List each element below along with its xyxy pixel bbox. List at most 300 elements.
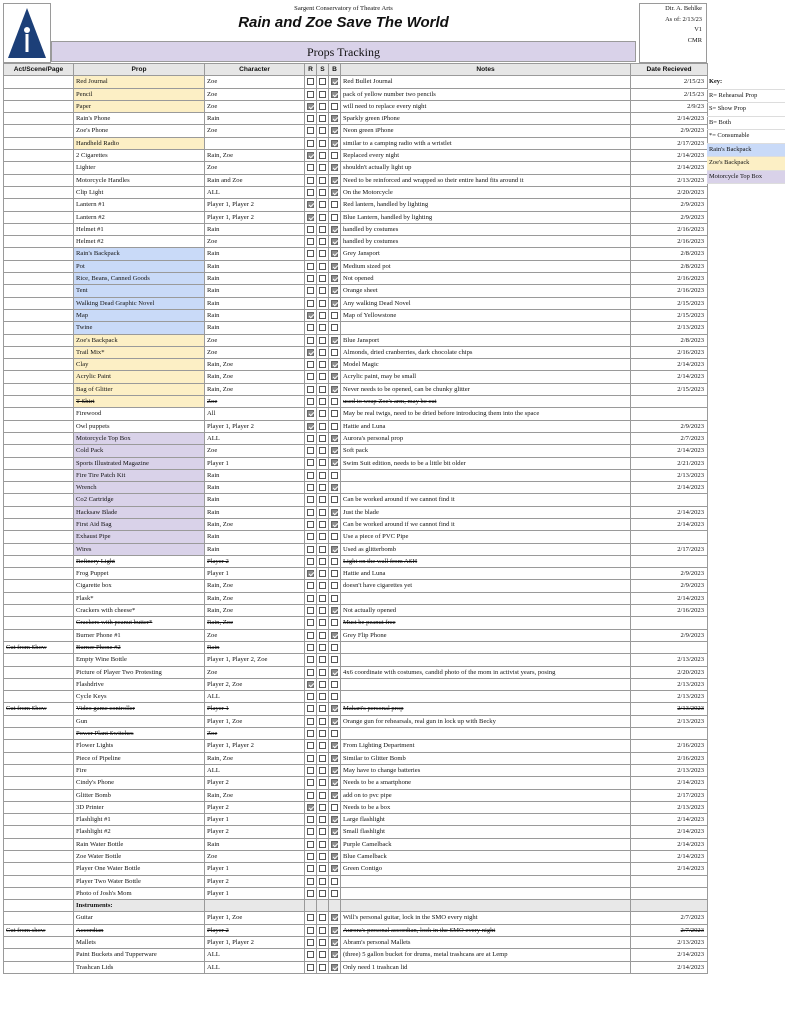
prop-cell: Map (74, 309, 205, 321)
checkbox-cell-s (317, 518, 329, 530)
checkbox-r[interactable] (307, 656, 314, 663)
checkbox-cell-s (317, 186, 329, 198)
checkbox-r[interactable] (307, 853, 314, 860)
checkbox-s[interactable] (319, 841, 326, 848)
checkbox-s[interactable] (319, 238, 326, 245)
checkbox-r[interactable] (307, 337, 314, 344)
checkbox-s[interactable] (319, 472, 326, 479)
checkbox-r[interactable] (307, 718, 314, 725)
checkbox-s[interactable] (319, 78, 326, 85)
date-cell: 2/16/2023 (631, 740, 708, 752)
checkbox-s[interactable] (319, 140, 326, 147)
notes-cell (341, 469, 631, 481)
checkbox-r[interactable] (307, 177, 314, 184)
checkbox-s[interactable] (319, 878, 326, 885)
table-row (4, 543, 708, 555)
checkbox-r[interactable] (307, 275, 314, 282)
checkbox-r[interactable] (307, 140, 314, 147)
checkbox-b[interactable] (331, 779, 338, 786)
checkbox-b[interactable] (331, 398, 338, 405)
checkbox-r[interactable] (307, 705, 314, 712)
checkbox-r[interactable] (307, 693, 314, 700)
checkbox-s[interactable] (319, 705, 326, 712)
checkbox-b[interactable] (331, 582, 338, 589)
checkbox-b[interactable] (331, 324, 338, 331)
checkbox-s[interactable] (319, 681, 326, 688)
checkbox-b[interactable] (331, 78, 338, 85)
prop-cell: Exhaust Pipe (74, 531, 205, 543)
checkbox-b[interactable] (331, 558, 338, 565)
checkbox-r[interactable] (307, 91, 314, 98)
act-cell (4, 961, 74, 973)
checkbox-s[interactable] (319, 570, 326, 577)
checkbox-b[interactable] (331, 804, 338, 811)
checkbox-b[interactable] (331, 964, 338, 971)
checkbox-r[interactable] (307, 546, 314, 553)
checkbox-b[interactable] (331, 435, 338, 442)
checkbox-cell-s (317, 937, 329, 949)
date-cell: 2/15/23 (631, 88, 708, 100)
checkbox-cell-s (317, 789, 329, 801)
checkbox-s[interactable] (319, 324, 326, 331)
checkbox-r[interactable] (307, 312, 314, 319)
checkbox-r[interactable] (307, 189, 314, 196)
checkbox-r[interactable] (307, 570, 314, 577)
act-cell (4, 186, 74, 198)
checkbox-b[interactable] (331, 472, 338, 479)
checkbox-s[interactable] (319, 779, 326, 786)
checkbox-s[interactable] (319, 767, 326, 774)
checkbox-r[interactable] (307, 459, 314, 466)
checkbox-b[interactable] (331, 115, 338, 122)
checkbox-cell-b (329, 875, 341, 887)
checkbox-r[interactable] (307, 914, 314, 921)
checkbox-b[interactable] (331, 275, 338, 282)
checkbox-b[interactable] (331, 226, 338, 233)
checkbox-r[interactable] (307, 669, 314, 676)
checkbox-b[interactable] (331, 533, 338, 540)
checkbox-r[interactable] (307, 324, 314, 331)
checkbox-r[interactable] (307, 681, 314, 688)
checkbox-cell-s (317, 150, 329, 162)
checkbox-cell-s (317, 728, 329, 740)
checkbox-s[interactable] (319, 275, 326, 282)
checkbox-s[interactable] (319, 546, 326, 553)
checkbox-b[interactable] (331, 841, 338, 848)
checkbox-s[interactable] (319, 521, 326, 528)
checkbox-b[interactable] (331, 312, 338, 319)
checkbox-cell-r (305, 408, 317, 420)
checkbox-r[interactable] (307, 300, 314, 307)
table-row (4, 174, 708, 186)
checkbox-b[interactable] (331, 816, 338, 823)
checkbox-r[interactable] (307, 164, 314, 171)
checkbox-b[interactable] (331, 349, 338, 356)
checkbox-s[interactable] (319, 964, 326, 971)
checkbox-r[interactable] (307, 951, 314, 958)
checkbox-r[interactable] (307, 238, 314, 245)
checkbox-r[interactable] (307, 804, 314, 811)
checkbox-cell-b (329, 703, 341, 715)
date-cell: 2/14/2023 (631, 949, 708, 961)
table-row (4, 887, 708, 899)
character-cell: Zoe (205, 445, 305, 457)
prop-cell: Trail Mix* (74, 346, 205, 358)
checkbox-r[interactable] (307, 792, 314, 799)
checkbox-b[interactable] (331, 546, 338, 553)
checkbox-b[interactable] (331, 214, 338, 221)
checkbox-b[interactable] (331, 189, 338, 196)
checkbox-b[interactable] (331, 644, 338, 651)
checkbox-b[interactable] (331, 595, 338, 602)
checkbox-r[interactable] (307, 423, 314, 430)
checkbox-s[interactable] (319, 914, 326, 921)
checkbox-s[interactable] (319, 533, 326, 540)
act-cell (4, 654, 74, 666)
checkbox-b[interactable] (331, 91, 338, 98)
checkbox-b[interactable] (331, 177, 338, 184)
prop-cell: Accordian (74, 924, 205, 936)
checkbox-s[interactable] (319, 312, 326, 319)
checkbox-s[interactable] (319, 214, 326, 221)
checkbox-s[interactable] (319, 164, 326, 171)
checkbox-b[interactable] (331, 853, 338, 860)
checkbox-b[interactable] (331, 423, 338, 430)
checkbox-r[interactable] (307, 644, 314, 651)
checkbox-b[interactable] (331, 619, 338, 626)
act-cell (4, 236, 74, 248)
checkbox-b[interactable] (331, 263, 338, 270)
checkbox-s[interactable] (319, 951, 326, 958)
notes-cell (341, 482, 631, 494)
checkbox-b[interactable] (331, 337, 338, 344)
act-cell (4, 506, 74, 518)
checkbox-s[interactable] (319, 300, 326, 307)
checkbox-cell-b (329, 937, 341, 949)
checkbox-cell-b (329, 924, 341, 936)
checkbox-r[interactable] (307, 607, 314, 614)
checkbox-s[interactable] (319, 730, 326, 737)
checkbox-s[interactable] (319, 632, 326, 639)
checkbox-b[interactable] (331, 656, 338, 663)
checkbox-r[interactable] (307, 398, 314, 405)
checkbox-b[interactable] (331, 878, 338, 885)
checkbox-b[interactable] (331, 386, 338, 393)
checkbox-cell-r (305, 211, 317, 223)
checkbox-cell-b (329, 174, 341, 186)
checkbox-r[interactable] (307, 226, 314, 233)
checkbox-r[interactable] (307, 964, 314, 971)
checkbox-cell-b (329, 408, 341, 420)
checkbox-b[interactable] (331, 300, 338, 307)
character-cell: Player 1, Player 2 (205, 937, 305, 949)
checkbox-r[interactable] (307, 447, 314, 454)
table-row (4, 826, 708, 838)
checkbox-b[interactable] (331, 509, 338, 516)
checkbox-s[interactable] (319, 189, 326, 196)
checkbox-r[interactable] (307, 472, 314, 479)
checkbox-s[interactable] (319, 742, 326, 749)
checkbox-b[interactable] (331, 681, 338, 688)
checkbox-s[interactable] (319, 250, 326, 257)
checkbox-b[interactable] (331, 447, 338, 454)
checkbox-s[interactable] (319, 656, 326, 663)
checkbox-s[interactable] (319, 410, 326, 417)
checkbox-s[interactable] (319, 582, 326, 589)
date-cell: 2/20/2023 (631, 186, 708, 198)
act-cell (4, 445, 74, 457)
character-cell: All (205, 408, 305, 420)
checkbox-b[interactable] (331, 705, 338, 712)
act-cell (4, 322, 74, 334)
checkbox-s[interactable] (319, 669, 326, 676)
checkbox-s[interactable] (319, 607, 326, 614)
checkbox-b[interactable] (331, 152, 338, 159)
notes-cell: Used as glitterbomb (341, 543, 631, 555)
checkbox-s[interactable] (319, 435, 326, 442)
checkbox-s[interactable] (319, 349, 326, 356)
checkbox-r[interactable] (307, 127, 314, 134)
checkbox-s[interactable] (319, 816, 326, 823)
checkbox-r[interactable] (307, 755, 314, 762)
checkbox-b[interactable] (331, 632, 338, 639)
checkbox-s[interactable] (319, 619, 326, 626)
checkbox-b[interactable] (331, 373, 338, 380)
checkbox-b[interactable] (331, 939, 338, 946)
checkbox-cell-r (305, 137, 317, 149)
checkbox-cell-b (329, 506, 341, 518)
checkbox-r[interactable] (307, 890, 314, 897)
checkbox-b[interactable] (331, 410, 338, 417)
checkbox-b[interactable] (331, 521, 338, 528)
checkbox-r[interactable] (307, 152, 314, 159)
checkbox-b[interactable] (331, 201, 338, 208)
act-cell (4, 223, 74, 235)
checkbox-s[interactable] (319, 447, 326, 454)
checkbox-r[interactable] (307, 816, 314, 823)
checkbox-b[interactable] (331, 459, 338, 466)
table-row (4, 752, 708, 764)
checkbox-s[interactable] (319, 595, 326, 602)
checkbox-b[interactable] (331, 755, 338, 762)
checkbox-s[interactable] (319, 693, 326, 700)
checkbox-r[interactable] (307, 865, 314, 872)
checkbox-b[interactable] (331, 718, 338, 725)
checkbox-b[interactable] (331, 570, 338, 577)
character-cell: Player 1 (205, 568, 305, 580)
character-cell: Rain (205, 285, 305, 297)
checkbox-cell-b (329, 494, 341, 506)
checkbox-s[interactable] (319, 115, 326, 122)
character-cell: Player 2 (205, 555, 305, 567)
checkbox-s[interactable] (319, 263, 326, 270)
checkbox-s[interactable] (319, 828, 326, 835)
checkbox-b[interactable] (331, 607, 338, 614)
checkbox-r[interactable] (307, 287, 314, 294)
table-row (4, 162, 708, 174)
checkbox-r[interactable] (307, 619, 314, 626)
checkbox-cell-b (329, 248, 341, 260)
checkbox-r[interactable] (307, 115, 314, 122)
checkbox-r[interactable] (307, 828, 314, 835)
checkbox-r[interactable] (307, 103, 314, 110)
checkbox-s[interactable] (319, 398, 326, 405)
act-cell (4, 457, 74, 469)
checkbox-s[interactable] (319, 853, 326, 860)
checkbox-r[interactable] (307, 558, 314, 565)
table-row (4, 715, 708, 727)
checkbox-s[interactable] (319, 890, 326, 897)
prop-cell: Instruments: (74, 900, 205, 912)
checkbox-s[interactable] (319, 287, 326, 294)
date-cell: 2/9/2023 (631, 568, 708, 580)
checkbox-s[interactable] (319, 386, 326, 393)
checkbox-s[interactable] (319, 226, 326, 233)
checkbox-cell-r (305, 371, 317, 383)
notes-cell: May be real twigs, need to be dried before introducing them into the space (341, 408, 631, 420)
checkbox-b[interactable] (331, 890, 338, 897)
checkbox-b[interactable] (331, 361, 338, 368)
checkbox-b[interactable] (331, 103, 338, 110)
checkbox-s[interactable] (319, 644, 326, 651)
checkbox-b[interactable] (331, 730, 338, 737)
checkbox-r[interactable] (307, 484, 314, 491)
key-item-rains-backpack: Rain's Backpack (707, 144, 785, 158)
checkbox-r[interactable] (307, 841, 314, 848)
checkbox-r[interactable] (307, 78, 314, 85)
checkbox-s[interactable] (319, 103, 326, 110)
checkbox-b[interactable] (331, 792, 338, 799)
key-item: S= Show Prop (707, 103, 785, 117)
checkbox-cell-r (305, 100, 317, 112)
character-cell: Zoe (205, 666, 305, 678)
checkbox-r[interactable] (307, 373, 314, 380)
notes-cell (341, 641, 631, 653)
table-body (4, 76, 708, 974)
checkbox-r[interactable] (307, 496, 314, 503)
checkbox-s[interactable] (319, 361, 326, 368)
checkbox-cell-s (317, 371, 329, 383)
checkbox-s[interactable] (319, 459, 326, 466)
checkbox-r[interactable] (307, 878, 314, 885)
checkbox-s[interactable] (319, 91, 326, 98)
checkbox-s[interactable] (319, 373, 326, 380)
checkbox-s[interactable] (319, 152, 326, 159)
checkbox-b[interactable] (331, 164, 338, 171)
checkbox-s[interactable] (319, 423, 326, 430)
checkbox-s[interactable] (319, 177, 326, 184)
checkbox-b[interactable] (331, 828, 338, 835)
checkbox-cell-r (305, 789, 317, 801)
checkbox-s[interactable] (319, 484, 326, 491)
checkbox-r[interactable] (307, 509, 314, 516)
act-cell (4, 174, 74, 186)
date-cell: 2/14/2023 (631, 445, 708, 457)
checkbox-s[interactable] (319, 718, 326, 725)
checkbox-s[interactable] (319, 201, 326, 208)
checkbox-s[interactable] (319, 927, 326, 934)
checkbox-s[interactable] (319, 509, 326, 516)
checkbox-b[interactable] (331, 238, 338, 245)
checkbox-s[interactable] (319, 865, 326, 872)
checkbox-b[interactable] (331, 927, 338, 934)
table-row (4, 260, 708, 272)
checkbox-r[interactable] (307, 730, 314, 737)
checkbox-r[interactable] (307, 435, 314, 442)
checkbox-s[interactable] (319, 792, 326, 799)
checkbox-cell-b (329, 617, 341, 629)
checkbox-s[interactable] (319, 804, 326, 811)
checkbox-r[interactable] (307, 250, 314, 257)
checkbox-cell-b (329, 949, 341, 961)
checkbox-s[interactable] (319, 939, 326, 946)
character-cell: Rain (205, 223, 305, 235)
act-cell (4, 851, 74, 863)
date-cell: 2/13/2023 (631, 322, 708, 334)
checkbox-cell-b (329, 186, 341, 198)
prop-cell: Gun (74, 715, 205, 727)
checkbox-r[interactable] (307, 349, 314, 356)
checkbox-r[interactable] (307, 582, 314, 589)
checkbox-b[interactable] (331, 914, 338, 921)
checkbox-s[interactable] (319, 755, 326, 762)
checkbox-cell-r (305, 924, 317, 936)
checkbox-r[interactable] (307, 263, 314, 270)
prop-cell: Player One Water Bottle (74, 863, 205, 875)
checkbox-b[interactable] (331, 484, 338, 491)
checkbox-b[interactable] (331, 250, 338, 257)
checkbox-b[interactable] (331, 496, 338, 503)
checkbox-s[interactable] (319, 127, 326, 134)
director: Dir. A. Behlke (665, 5, 702, 12)
checkbox-cell-s (317, 568, 329, 580)
checkbox-b[interactable] (331, 127, 338, 134)
checkbox-b[interactable] (331, 693, 338, 700)
checkbox-r[interactable] (307, 386, 314, 393)
checkbox-r[interactable] (307, 767, 314, 774)
checkbox-b[interactable] (331, 742, 338, 749)
checkbox-b[interactable] (331, 865, 338, 872)
checkbox-r[interactable] (307, 410, 314, 417)
checkbox-r[interactable] (307, 779, 314, 786)
checkbox-b[interactable] (331, 767, 338, 774)
checkbox-cell-r (305, 740, 317, 752)
checkbox-r[interactable] (307, 939, 314, 946)
act-cell (4, 346, 74, 358)
checkbox-r[interactable] (307, 201, 314, 208)
checkbox-cell-r (305, 728, 317, 740)
checkbox-r[interactable] (307, 742, 314, 749)
checkbox-b[interactable] (331, 951, 338, 958)
checkbox-cell-b (329, 285, 341, 297)
checkbox-b[interactable] (331, 140, 338, 147)
checkbox-r[interactable] (307, 595, 314, 602)
checkbox-r[interactable] (307, 533, 314, 540)
checkbox-s[interactable] (319, 558, 326, 565)
checkbox-cell-s (317, 297, 329, 309)
checkbox-s[interactable] (319, 337, 326, 344)
checkbox-r[interactable] (307, 214, 314, 221)
table-row (4, 568, 708, 580)
act-cell (4, 162, 74, 174)
checkbox-r[interactable] (307, 927, 314, 934)
checkbox-b[interactable] (331, 287, 338, 294)
checkbox-b[interactable] (331, 669, 338, 676)
checkbox-s[interactable] (319, 496, 326, 503)
checkbox-r[interactable] (307, 521, 314, 528)
checkbox-r[interactable] (307, 361, 314, 368)
checkbox-r[interactable] (307, 632, 314, 639)
